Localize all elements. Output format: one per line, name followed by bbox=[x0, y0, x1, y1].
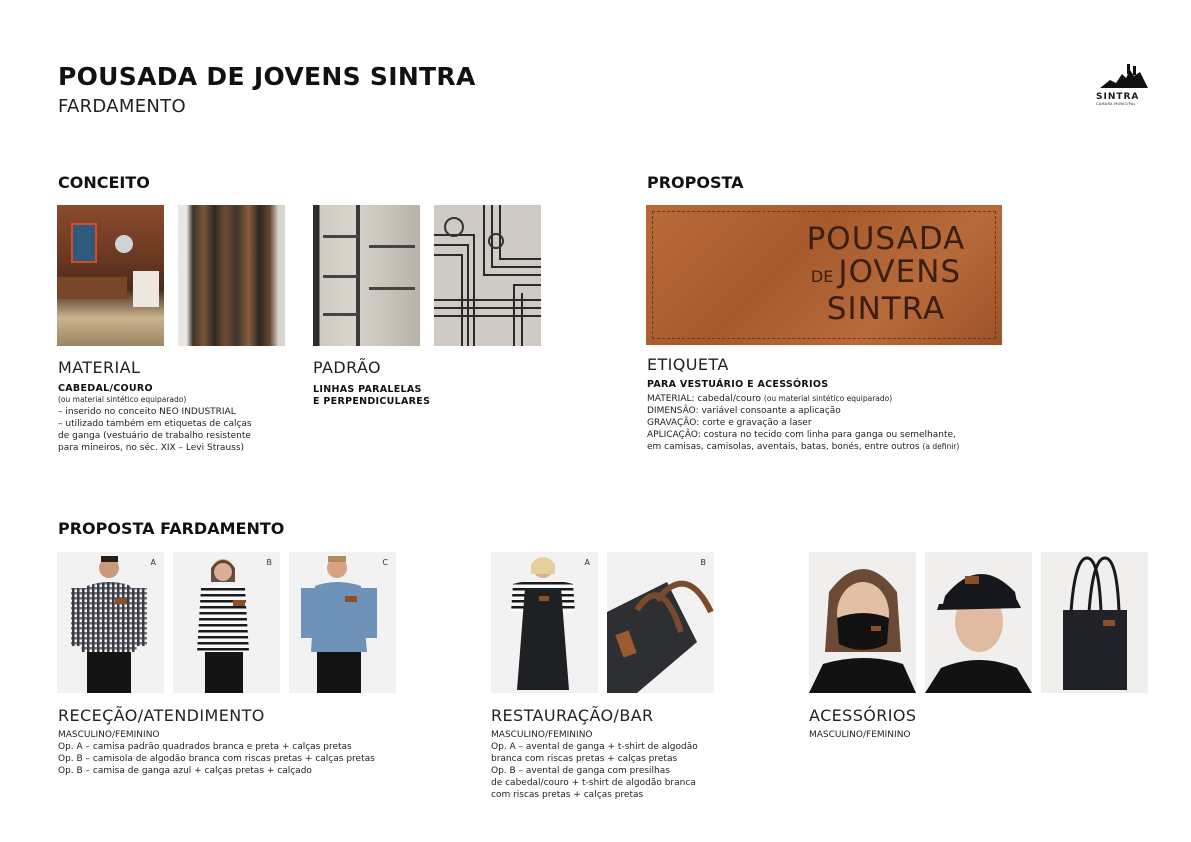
patch-logo-line: DE bbox=[810, 267, 834, 286]
etiqueta-line bbox=[647, 405, 841, 417]
man-denim-shirt-icon bbox=[289, 552, 396, 693]
rececao-line: Op. B – camisa de ganga azul + calças pretas + calçado bbox=[58, 766, 312, 776]
woman-striped-shirt-icon bbox=[173, 552, 280, 693]
restauracao-line: Op. A – avental de ganga + t-shirt de algodão bbox=[491, 742, 698, 752]
patch-logo-line: SINTRA bbox=[826, 291, 946, 327]
woman-face-mask-icon bbox=[809, 552, 916, 693]
option-letter: B bbox=[266, 558, 272, 567]
patch-logo-row bbox=[786, 256, 986, 293]
padrao-label: PADRÃO bbox=[313, 358, 382, 377]
etiqueta-sublabel: PARA VESTUÁRIO E ACESSÓRIOS bbox=[647, 379, 829, 390]
sintra-logo bbox=[1096, 60, 1152, 104]
restauracao-line: com riscas pretas + calças pretas bbox=[491, 790, 644, 800]
pipes-photo bbox=[434, 205, 541, 346]
etiqueta-label: ETIQUETA bbox=[647, 355, 729, 374]
pipes-pattern-icon bbox=[434, 205, 541, 346]
etiqueta-line-text: DIMENSÃO: variável consoante a aplicação bbox=[647, 406, 841, 416]
rececao-sublabel: MASCULINO/FEMININO bbox=[58, 730, 160, 740]
material-line: – inserido no conceito NEO INDUSTRIAL bbox=[58, 407, 236, 417]
etiqueta-line bbox=[647, 393, 892, 405]
woman-cap-icon bbox=[925, 552, 1032, 693]
option-letter: C bbox=[382, 558, 388, 567]
padrao-sublabel-line: E PERPENDICULARES bbox=[313, 396, 431, 407]
man-checkered-shirt-icon bbox=[57, 552, 164, 693]
etiqueta-line-note: (a definir) bbox=[922, 442, 960, 451]
etiqueta-line-text: MATERIAL: cabedal/couro bbox=[647, 394, 764, 404]
striped-shirt-photo bbox=[173, 552, 280, 693]
etiqueta-line-note: (ou material sintético equiparado) bbox=[763, 394, 893, 403]
restauracao-line: branca com riscas pretas + calças pretas bbox=[491, 754, 678, 764]
apron-straps-photo bbox=[607, 552, 714, 693]
lounge-photo bbox=[57, 205, 164, 346]
apron-leather-straps-icon bbox=[607, 552, 714, 693]
conceito-heading: CONCEITO bbox=[58, 173, 150, 192]
restauracao-sublabel: MASCULINO/FEMININO bbox=[491, 730, 593, 740]
etiqueta-line-text: em camisas, camisolas, aventais, batas, bonés, entre outros bbox=[647, 442, 923, 452]
checkered-shirt-photo bbox=[57, 552, 164, 693]
proposta-heading: PROPOSTA bbox=[647, 173, 744, 192]
patch-logo bbox=[786, 223, 986, 326]
restauracao-line: de cabedal/couro + t-shirt de algodão branca bbox=[491, 778, 696, 788]
denim-shirt-photo bbox=[289, 552, 396, 693]
restauracao-label: RESTAURAÇÃO/BAR bbox=[491, 706, 654, 725]
material-sublabel: CABEDAL/COURO bbox=[58, 383, 153, 394]
face-mask-photo bbox=[809, 552, 916, 693]
acessorios-label: ACESSÓRIOS bbox=[809, 706, 917, 725]
apron-photo bbox=[491, 552, 598, 693]
material-line: para mineiros, no séc. XIX – Levi Strauss) bbox=[58, 443, 245, 453]
tote-bag-icon bbox=[1041, 552, 1148, 693]
logo-subtext: CÂMARA MUNICIPAL bbox=[1096, 102, 1136, 106]
etiqueta-line bbox=[647, 429, 956, 441]
tote-bag-photo bbox=[1041, 552, 1148, 693]
patch-logo-line: POUSADA bbox=[806, 221, 966, 257]
etiqueta-line bbox=[647, 417, 812, 429]
etiqueta-line bbox=[647, 441, 959, 453]
logo-name: SINTRA bbox=[1096, 92, 1140, 102]
option-letter: B bbox=[700, 558, 706, 567]
material-line: – utilizado também em etiquetas de calças bbox=[58, 419, 252, 429]
option-letter: A bbox=[150, 558, 156, 567]
fardamento-heading: PROPOSTA FARDAMENTO bbox=[58, 519, 285, 538]
sintra-palace-icon bbox=[1096, 60, 1152, 90]
material-note: (ou material sintético equiparado) bbox=[58, 395, 187, 404]
restauracao-line: Op. B – avental de ganga com presilhas bbox=[491, 766, 670, 776]
etiqueta-line-text: APLICAÇÃO: costura no tecido com linha para ganga ou semelhante, bbox=[647, 430, 956, 440]
material-line: de ganga (vestuário de trabalho resistente bbox=[58, 431, 251, 441]
padrao-sublabel-line: LINHAS PARALELAS bbox=[313, 384, 422, 395]
page-title: POUSADA DE JOVENS SINTRA bbox=[58, 62, 476, 91]
option-letter: A bbox=[584, 558, 590, 567]
page-subtitle: FARDAMENTO bbox=[58, 96, 186, 117]
rececao-line: Op. B – camisola de algodão branca com riscas pretas + calças pretas bbox=[58, 754, 375, 764]
woman-apron-icon bbox=[491, 552, 598, 693]
patch-logo-line: JOVENS bbox=[838, 254, 962, 290]
rececao-line: Op. A – camisa padrão quadrados branca e preta + calças pretas bbox=[58, 742, 352, 752]
rececao-label: RECEÇÃO/ATENDIMENTO bbox=[58, 706, 265, 725]
leather-photo bbox=[178, 205, 285, 346]
acessorios-sublabel: MASCULINO/FEMININO bbox=[809, 730, 911, 740]
cap-photo bbox=[925, 552, 1032, 693]
etiqueta-line-text: GRAVAÇÃO: corte e gravação a laser bbox=[647, 418, 812, 428]
bunk-beds-photo bbox=[313, 205, 420, 346]
material-label: MATERIAL bbox=[58, 358, 141, 377]
leather-label-patch bbox=[646, 205, 1002, 345]
